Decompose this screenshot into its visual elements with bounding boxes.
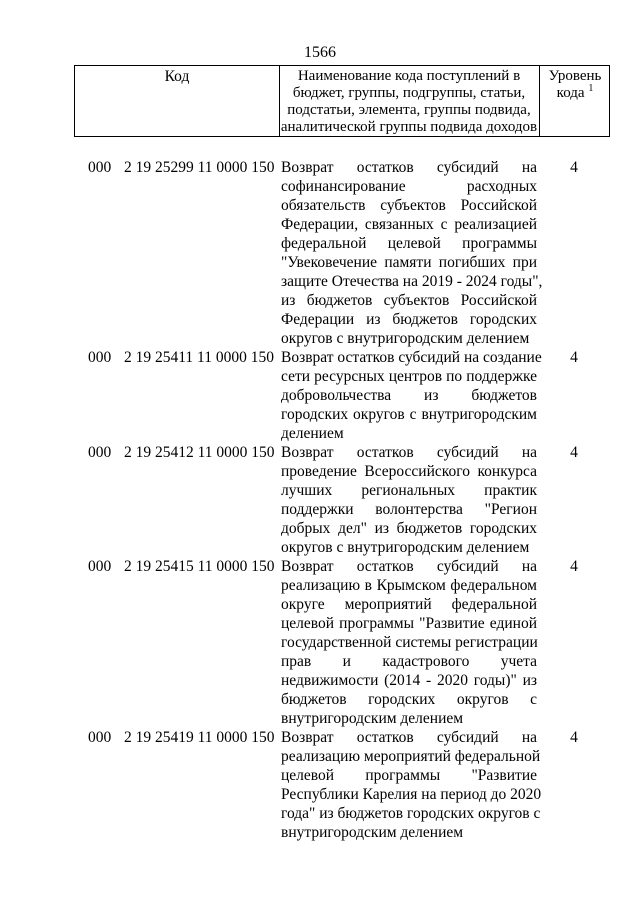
header-name-line: аналитической группы подвида доходов	[280, 119, 538, 135]
description-line: Возврат остатков субсидий на	[281, 729, 537, 746]
row-admin-code: 000	[88, 729, 112, 746]
table-row	[0, 443, 640, 557]
description-line: делением	[281, 425, 344, 442]
description-line: Возврат остатков субсидий на	[281, 159, 537, 176]
page-number: 1566	[304, 44, 336, 61]
header-name-line: бюджет, группы, подгруппы, статьи,	[292, 85, 526, 101]
description-line: Федерации из бюджетов городских	[281, 311, 537, 328]
row-income-code: 2 19 25412 11 0000 150	[124, 444, 275, 461]
description-line: сети ресурсных центров по поддержке	[281, 368, 537, 385]
description-line: округе мероприятий федеральной	[281, 596, 537, 613]
header-level-line: кода $^1$	[556, 83, 594, 101]
row-income-code: 2 19 25419 11 0000 150	[124, 729, 275, 746]
table-row	[0, 348, 640, 443]
header-name-line: подстатьи, элемента, группы подвида,	[287, 102, 531, 118]
row-description	[281, 348, 542, 443]
row-level: 4	[570, 729, 578, 746]
description-line: добровольчества из бюджетов	[281, 387, 537, 404]
table-body	[0, 158, 640, 842]
header-name-line: Наименование кода поступлений в	[297, 68, 521, 84]
description-line: прав и кадастрового учета	[281, 653, 537, 670]
description-line: добрых дел" из бюджетов городских	[281, 520, 537, 537]
row-income-code: 2 19 25411 11 0000 150	[124, 349, 274, 366]
table-row	[0, 557, 640, 728]
table-row	[0, 158, 640, 348]
description-line: "Увековечение памяти погибших при	[281, 254, 537, 271]
description-line: года" из бюджетов городских округов с	[281, 805, 541, 822]
description-line: из бюджетов субъектов Российской	[281, 292, 537, 309]
description-line: округов с внутригородским делением	[281, 330, 530, 347]
description-line: реализацию мероприятий федеральной	[281, 748, 541, 765]
description-line: целевой программы "Развитие	[281, 767, 537, 784]
description-line: Республики Карелия на период до 2020	[281, 786, 542, 803]
row-description	[281, 728, 542, 842]
description-line: защите Отечества на 2019 - 2024 годы",	[281, 273, 543, 290]
row-description	[281, 158, 543, 348]
header-level-line: Уровень	[548, 68, 602, 84]
description-line: внутригородским делением	[281, 824, 464, 841]
description-line: целевой программы "Развитие единой	[281, 615, 537, 632]
row-level: 4	[570, 444, 578, 461]
description-line: недвижимости (2014 - 2020 годы)" из	[281, 672, 537, 689]
description-line: Возврат остатков субсидий на создание	[281, 349, 542, 366]
description-line: обязательств субъектов Российской	[281, 197, 537, 214]
description-line: внутригородским делением	[281, 710, 464, 727]
row-admin-code: 000	[88, 349, 112, 366]
description-line: софинансирование расходных	[281, 178, 537, 195]
description-line: государственной системы регистрации	[281, 634, 538, 651]
description-line: поддержки волонтерства "Регион	[281, 501, 537, 518]
description-line: бюджетов городских округов с	[281, 691, 537, 708]
row-admin-code: 000	[88, 159, 112, 176]
description-line: лучших региональных практик	[281, 482, 537, 499]
row-level: 4	[570, 159, 578, 176]
header-level	[540, 68, 610, 102]
description-line: округов с внутригородским делением	[281, 539, 530, 556]
description-line: Возврат остатков субсидий на	[281, 444, 537, 461]
header-code: Код	[164, 68, 190, 85]
table-header	[74, 65, 610, 137]
description-line: городских округов с внутригородским	[281, 406, 537, 423]
row-level: 4	[570, 558, 578, 575]
row-level: 4	[570, 349, 578, 366]
table-row	[0, 728, 640, 842]
row-admin-code: 000	[88, 444, 112, 461]
description-line: Возврат остатков субсидий на	[281, 558, 537, 575]
row-income-code: 2 19 25415 11 0000 150	[124, 558, 275, 575]
description-line: реализацию в Крымском федеральном	[281, 577, 537, 594]
description-line: Федерации, связанных с реализацией	[281, 216, 537, 233]
row-admin-code: 000	[88, 558, 112, 575]
row-description	[281, 443, 537, 557]
header-name	[280, 68, 538, 136]
row-description	[281, 557, 537, 728]
description-line: проведение Всероссийского конкурса	[281, 463, 537, 480]
footnote-mark: 1	[588, 83, 594, 94]
row-income-code: 2 19 25299 11 0000 150	[124, 159, 275, 176]
description-line: федеральной целевой программы	[281, 235, 537, 252]
